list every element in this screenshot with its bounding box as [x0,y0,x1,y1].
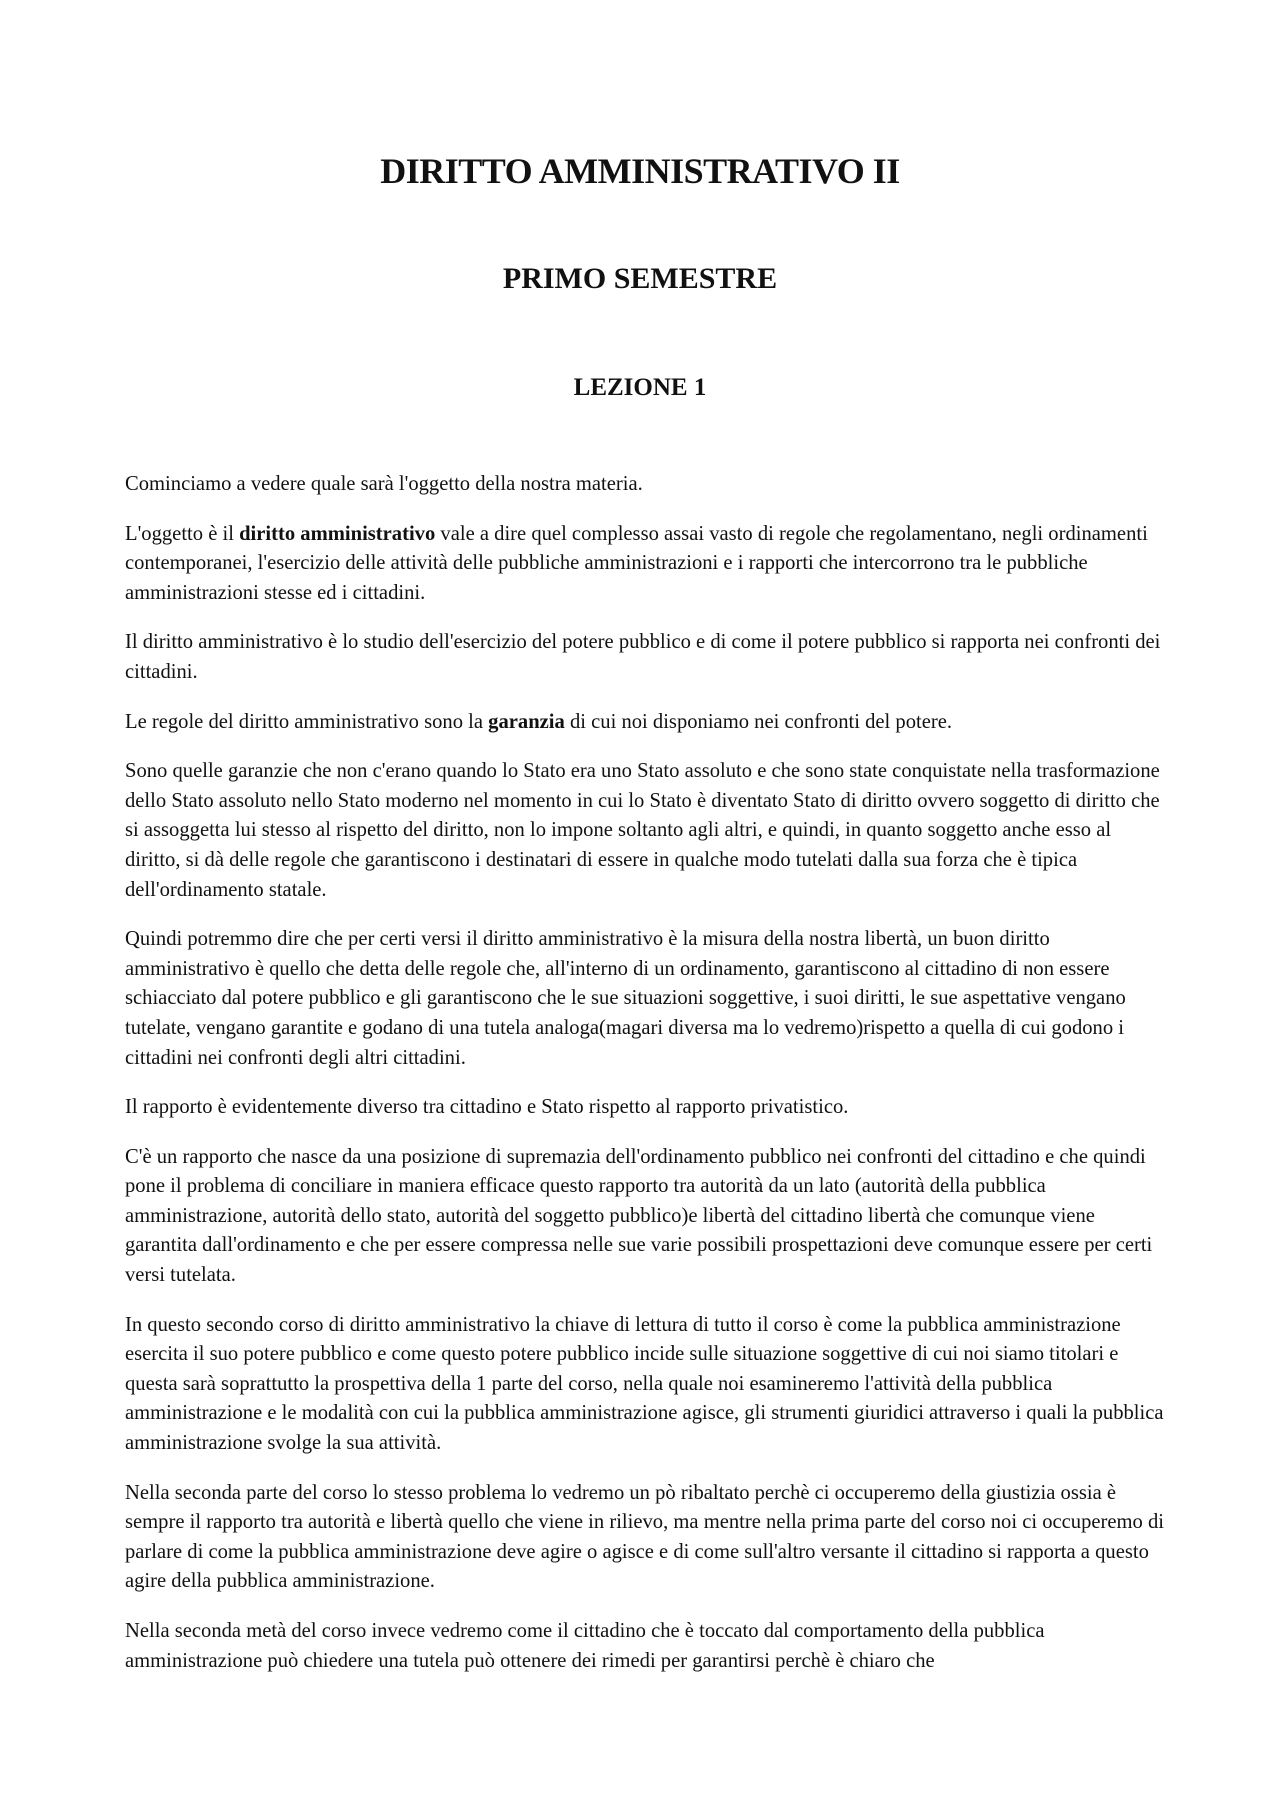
paragraph-text: L'oggetto è il [125,522,240,545]
document-body [125,470,1165,1696]
paragraph-text: Le regole del diritto amministrativo sono la [125,710,489,733]
document-title: DIRITTO AMMINISTRATIVO II [380,151,900,191]
paragraph: In questo secondo corso di diritto amministrativo la chiave di lettura di tutto il corso è come la pubblica amministrazione esercita il suo potere pubblico e come questo potere pubblico incide sulle situazione soggettive di cui noi siamo titolari e questa sarà soprattutto la prospettiva della 1 parte del corso, nella quale noi esamineremo l'attività della pubblica amministrazione e le modalità con cui la pubblica amministrazione agisce, gli strumenti giuridici attraverso i quali la pubblica amministrazione svolge la sua attività. [125,1313,1164,1455]
paragraph: Il diritto amministrativo è lo studio dell'esercizio del potere pubblico e di come il potere pubblico si rapporta nei confronti dei cittadini. [125,631,1161,683]
paragraph [125,708,1165,738]
lesson-heading: LEZIONE 1 [573,374,707,401]
paragraph: Il rapporto è evidentemente diverso tra cittadino e Stato rispetto al rapporto privatistico. [125,1096,849,1119]
paragraph: C'è un rapporto che nasce da una posizione di supremazia dell'ordinamento pubblico nei confronti del cittadino e che quindi pone il problema di conciliare in maniera efficace questo rapporto tra autorità da un lato (autorità della pubblica amministrazione, autorità dello stato, autorità del soggetto pubblico)e libertà del cittadino libertà che comunque viene garantita dall'ordinamento e che per essere compressa nelle sue varie possibili prospettazioni deve comunque essere per certi versi tutelata. [125,1145,1153,1287]
paragraph: Nella seconda parte del corso lo stesso problema lo vedremo un pò ribaltato perchè ci occuperemo della giustizia ossia è sempre il rapporto tra autorità e libertà quello che viene in rilievo, ma mentre nella prima parte del corso noi ci occuperemo di parlare di come la pubblica amministrazione deve agire o agisce e di come sull'altro versante il cittadino si rapporta a questo agire della pubblica amministrazione. [125,1481,1165,1593]
paragraph: Sono quelle garanzie che non c'erano quando lo Stato era uno Stato assoluto e che sono state conquistate nella trasformazione dello Stato assoluto nello Stato moderno nel momento in cui lo Stato è diventato Stato di diritto ovvero soggetto di diritto che si assoggetta lui stesso al rispetto del diritto, non lo impone soltanto agli altri, e quindi, in quanto soggetto anche esso al diritto, si dà delle regole che garantiscono i destinatari di essere in qualche modo tutelati dalla sua forza che è tipica dell'ordinamento statale. [125,760,1160,901]
paragraph-text: vale a dire quel complesso assai vasto di regole che regolamentano, negli ordinamenti contemporanei, l'esercizio delle attività delle pubbliche amministrazioni e i rapporti che intercorrono tra le pubbliche amministrazioni stesse ed i cittadini. [125,522,1148,604]
paragraph-text: di cui noi disponiamo nei confronti del potere. [564,710,953,733]
bold-term: diritto amministrativo [239,522,436,545]
paragraph: Quindi potremmo dire che per certi versi il diritto amministrativo è la misura della nostra libertà, un buon diritto amministrativo è quello che detta delle regole che, all'interno di un ordinamento, garantiscono al cittadino di non essere schiacciato dal potere pubblico e gli garantiscono che le sue situazioni soggettive, i suoi diritti, le sue aspettative vengano tutelate, vengano garantite e godano di una tutela analoga(magari diversa ma lo vedremo)rispetto a quella di cui godono i cittadini nei confronti degli altri cittadini. [125,928,1126,1069]
bold-term: garanzia [488,710,565,733]
paragraph: Cominciamo a vedere quale sarà l'oggetto della nostra materia. [125,473,643,495]
paragraph [125,520,1165,609]
document-subtitle: PRIMO SEMESTRE [502,262,778,295]
paragraph: Nella seconda metà del corso invece vedremo come il cittadino che è toccato dal comportamento della pubblica amministrazione può chiedere una tutela può ottenere dei rimedi per garantirsi perchè è chiaro che [125,1620,1045,1672]
